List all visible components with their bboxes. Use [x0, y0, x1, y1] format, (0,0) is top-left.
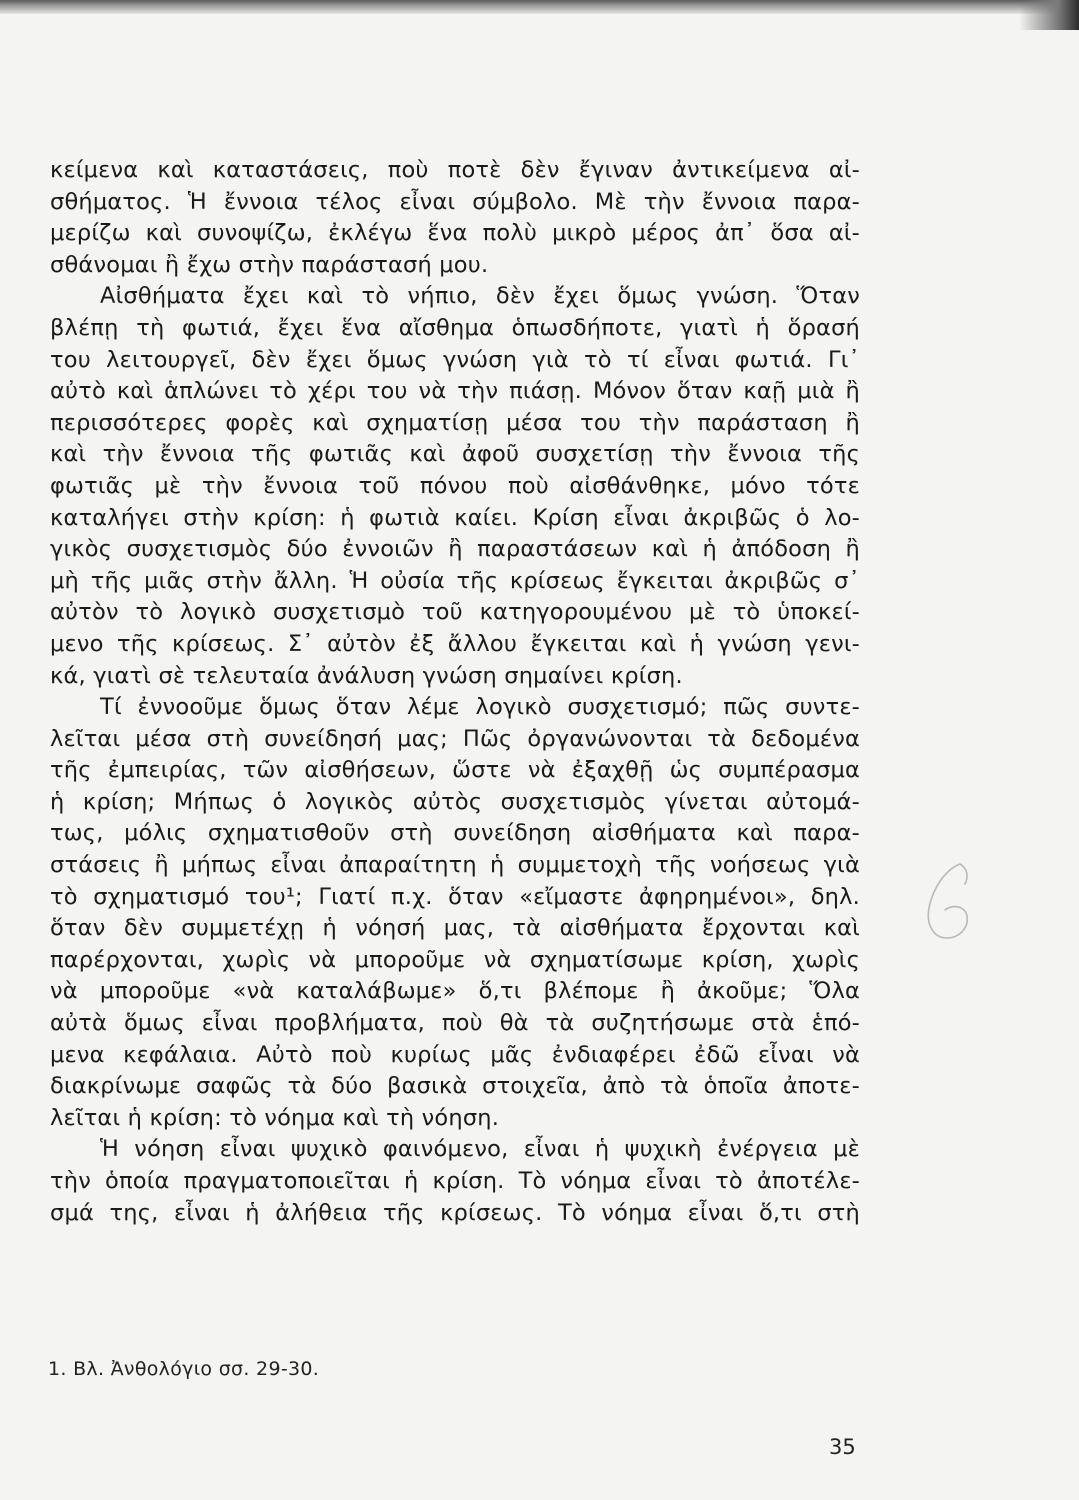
text-line: τῆς ἐμπειρίας, τῶν αἰσθήσεων, ὥστε νὰ ἐξαχθῇ ὡς συμπέρασμα: [50, 757, 860, 784]
text-line: νὰ μποροῦμε «νὰ καταλάβωμε» ὅ,τι βλέπομε ἢ ἀκοῦμε; Ὅλα: [50, 978, 860, 1005]
text-line: τὸ σχηματισμό του¹; Γιατί π.χ. ὅταν «εἴμαστε ἀφηρημένοι», δηλ.: [50, 883, 860, 910]
text-line: τως, μόλις σχηματισθοῦν στὴ συνείδηση αἰσθήματα καὶ παρα-: [50, 820, 860, 847]
text-line: σθάνομαι ἢ ἔχω στὴν παράστασή μου.: [50, 251, 489, 278]
text-line: αὐτὸν τὸ λογικὸ συσχετισμὸ τοῦ κατηγορουμένου μὲ τὸ ὑποκεί-: [50, 599, 860, 626]
text-line: σμά της, εἶναι ἡ ἀλήθεια τῆς κρίσεως. Τὸ νόημα εἶναι ὅ,τι στὴ: [50, 1199, 860, 1226]
text-line: λεῖται ἡ κρίση: τὸ νόημα καὶ τὴ νόηση.: [50, 1104, 500, 1131]
text-line: μὴ τῆς μιᾶς στὴν ἄλλη. Ἡ οὐσία τῆς κρίσεως ἔγκειται ἀκριβῶς σ᾽: [50, 567, 860, 594]
text-line: βλέπῃ τὴ φωτιά, ἔχει ἕνα αἴσθημα ὁπωσδήποτε, γιατὶ ἡ ὅρασή: [50, 314, 860, 341]
text-line: μενο τῆς κρίσεως. Σ᾽ αὐτὸν ἐξ ἄλλου ἔγκειται καὶ ἡ γνώση γενι-: [50, 630, 860, 657]
text-line: Τί ἐννοοῦμε ὅμως ὅταν λέμε λογικὸ συσχετισμό; πῶς συντε-: [100, 694, 860, 721]
text-line: του λειτουργεῖ, δὲν ἔχει ὅμως γνώση γιὰ τὸ τί εἶναι φωτιά. Γι᾽: [50, 346, 860, 373]
scan-top-edge: [0, 0, 1079, 14]
text-line: κά, γιατὶ σὲ τελευταία ἀνάλυση γνώση σημαίνει κρίση.: [50, 662, 683, 689]
text-line: αὐτὰ ὅμως εἶναι προβλήματα, ποὺ θὰ τὰ συζητήσωμε στὰ ἑπό-: [50, 1010, 860, 1037]
text-line: Ἡ νόηση εἶναι ψυχικὸ φαινόμενο, εἶναι ἡ ψυχικὴ ἐνέργεια μὲ: [100, 1136, 860, 1163]
text-line: μερίζω καὶ συνοψίζω, ἐκλέγω ἕνα πολὺ μικρὸ μέρος ἀπ᾽ ὅσα αἰ-: [50, 220, 860, 247]
text-line: καταλήγει στὴν κρίση: ἡ φωτιὰ καίει. Κρίση εἶναι ἀκριβῶς ὁ λο-: [50, 504, 860, 531]
page-number: 35: [829, 1435, 856, 1459]
text-line: διακρίνωμε σαφῶς τὰ δύο βασικὰ στοιχεῖα, ἀπὸ τὰ ὁποῖα ἀποτε-: [50, 1073, 860, 1100]
text-line: περισσότερες φορὲς καὶ σχηματίσῃ μέσα του τὴν παράσταση ἢ: [50, 409, 860, 436]
text-line: σθήματος. Ἡ ἔννοια τέλος εἶναι σύμβολο. Μὲ τὴν ἔννοια παρα-: [50, 188, 860, 215]
text-line: παρέρχονται, χωρὶς νὰ μποροῦμε νὰ σχηματίσωμε κρίση, χωρὶς: [50, 946, 860, 973]
text-line: γικὸς συσχετισμὸς δύο ἐννοιῶν ἢ παραστάσεων καὶ ἡ ἀπόδοση ἢ: [50, 536, 860, 563]
text-line: καὶ τὴν ἔννοια τῆς φωτιᾶς καὶ ἀφοῦ συσχετίσῃ τὴν ἔννοια τῆς: [50, 441, 860, 468]
scan-corner-shadow: [1019, 0, 1079, 30]
footnote: 1. Βλ. Ἀνθολόγιο σσ. 29-30.: [48, 1358, 320, 1380]
text-line: Αἰσθήματα ἔχει καὶ τὸ νήπιο, δὲν ἔχει ὅμως γνώση. Ὅταν: [100, 283, 860, 310]
text-line: στάσεις ἢ μήπως εἶναι ἀπαραίτητη ἡ συμμετοχὴ τῆς νοήσεως γιὰ: [50, 852, 860, 879]
text-line: αὐτὸ καὶ ἁπλώνει τὸ χέρι του νὰ τὴν πιάσῃ. Μόνον ὅταν καῇ μιὰ ἢ: [50, 378, 860, 405]
text-line: ἡ κρίση; Μήπως ὁ λογικὸς αὐτὸς συσχετισμὸς γίνεται αὐτομά-: [50, 788, 860, 815]
text-line: φωτιᾶς μὲ τὴν ἔννοια τοῦ πόνου ποὺ αἰσθάνθηκε, μόνο τότε: [50, 472, 860, 499]
text-line: ὅταν δὲν συμμετέχῃ ἡ νόησή μας, τὰ αἰσθήματα ἔρχονται καὶ: [50, 915, 860, 942]
text-line: τὴν ὁποία πραγματοποιεῖται ἡ κρίση. Τὸ νόημα εἶναι τὸ ἀποτέλε-: [50, 1168, 860, 1194]
page-body: [50, 155, 860, 1229]
text-line: κείμενα καὶ καταστάσεις, ποὺ ποτὲ δὲν ἔγιναν ἀντικείμενα αἰ-: [50, 157, 860, 183]
text-line: λεῖται μέσα στὴ συνείδησή μας; Πῶς ὀργανώνονται τὰ δεδομένα: [50, 725, 860, 752]
pencil-mark-icon: [915, 858, 985, 948]
text-line: μενα κεφάλαια. Αὐτὸ ποὺ κυρίως μᾶς ἐνδιαφέρει ἐδῶ εἶναι νὰ: [50, 1041, 860, 1068]
